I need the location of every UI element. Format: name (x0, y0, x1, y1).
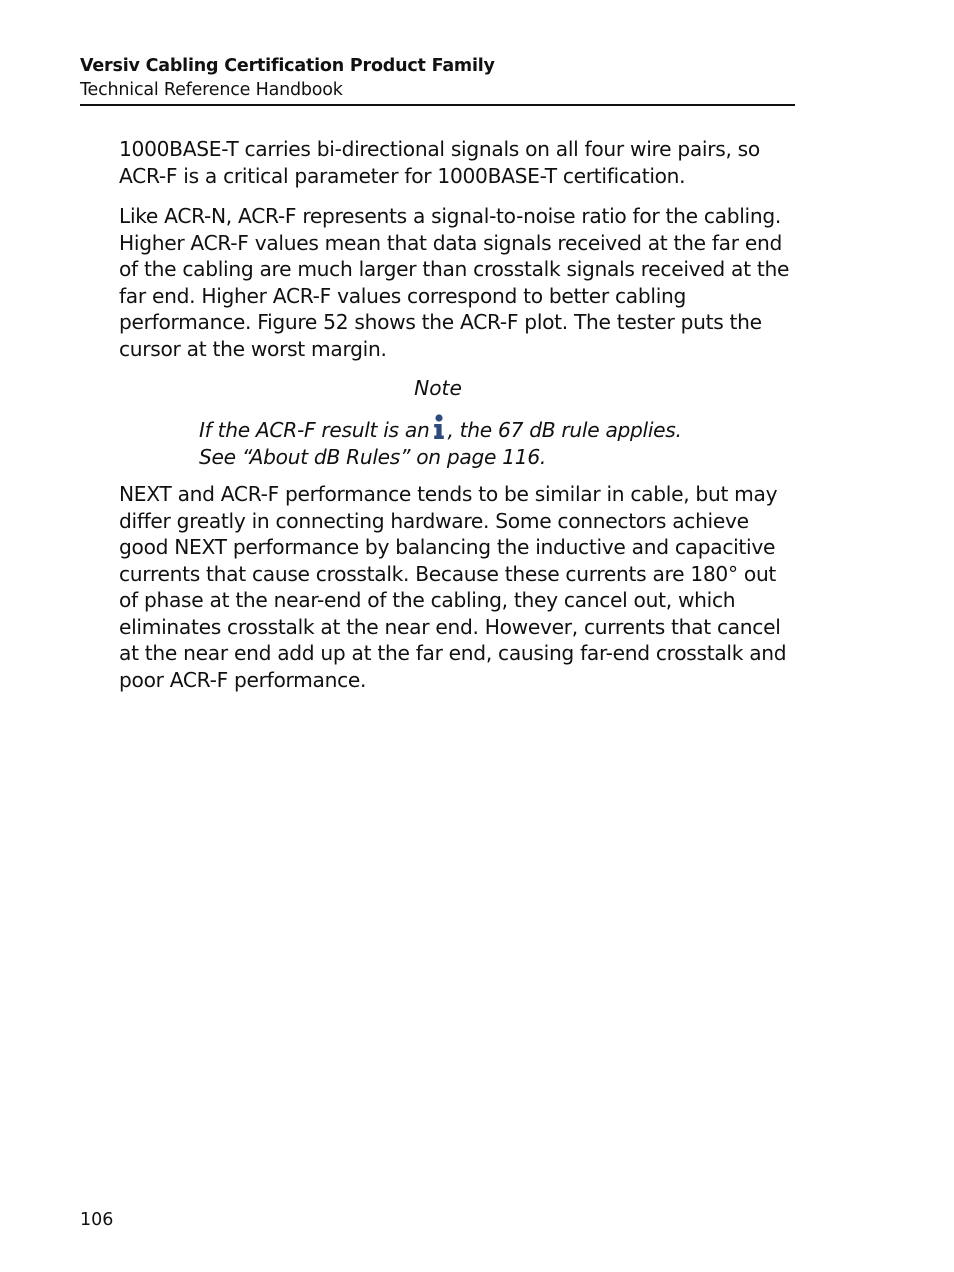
paragraph-3: NEXT and ACR-F performance tends to be similar in cable, but may differ greatly in connecting hardware. Some connectors achieve good NEXT performance by balancing the inductive and capacitive currents that cause crosstalk. Because these currents are 180° out of phase at the near-end of the cabling, they cancel out, which eliminates crosstalk at the near end. However, currents that cancel at the near end add up at the far end, causing far-end crosstalk and poor ACR-F performance. (119, 482, 787, 692)
note-text-before-icon: If the ACR-F result is an (199, 418, 430, 442)
header-title: Versiv Cabling Certification Product Family (80, 56, 495, 76)
paragraph-2: Like ACR-N, ACR-F represents a signal-to-noise ratio for the cabling. Higher ACR-F values mean that data signals received at the far end of the cabling are much larger than crosstalk signals received at the far end. Higher ACR-F values correspond to better cabling performance. Figure 52 shows the ACR-F plot. The tester puts the cursor at the worst margin. (119, 204, 790, 361)
note-label: Note (414, 376, 462, 400)
header-subtitle: Technical Reference Handbook (80, 80, 343, 100)
note-text-line-2: See “About dB Rules” on page 116. (199, 444, 547, 469)
page-number: 106 (80, 1210, 114, 1230)
note-text-after-icon: , the 67 dB rule applies. (447, 418, 682, 442)
paragraph-1: 1000BASE-T carries bi-directional signals on all four wire pairs, so ACR-F is a critical parameter for 1000BASE-T certification. (119, 137, 760, 188)
note-body (199, 414, 799, 470)
running-header (80, 54, 795, 106)
info-icon (432, 414, 446, 440)
